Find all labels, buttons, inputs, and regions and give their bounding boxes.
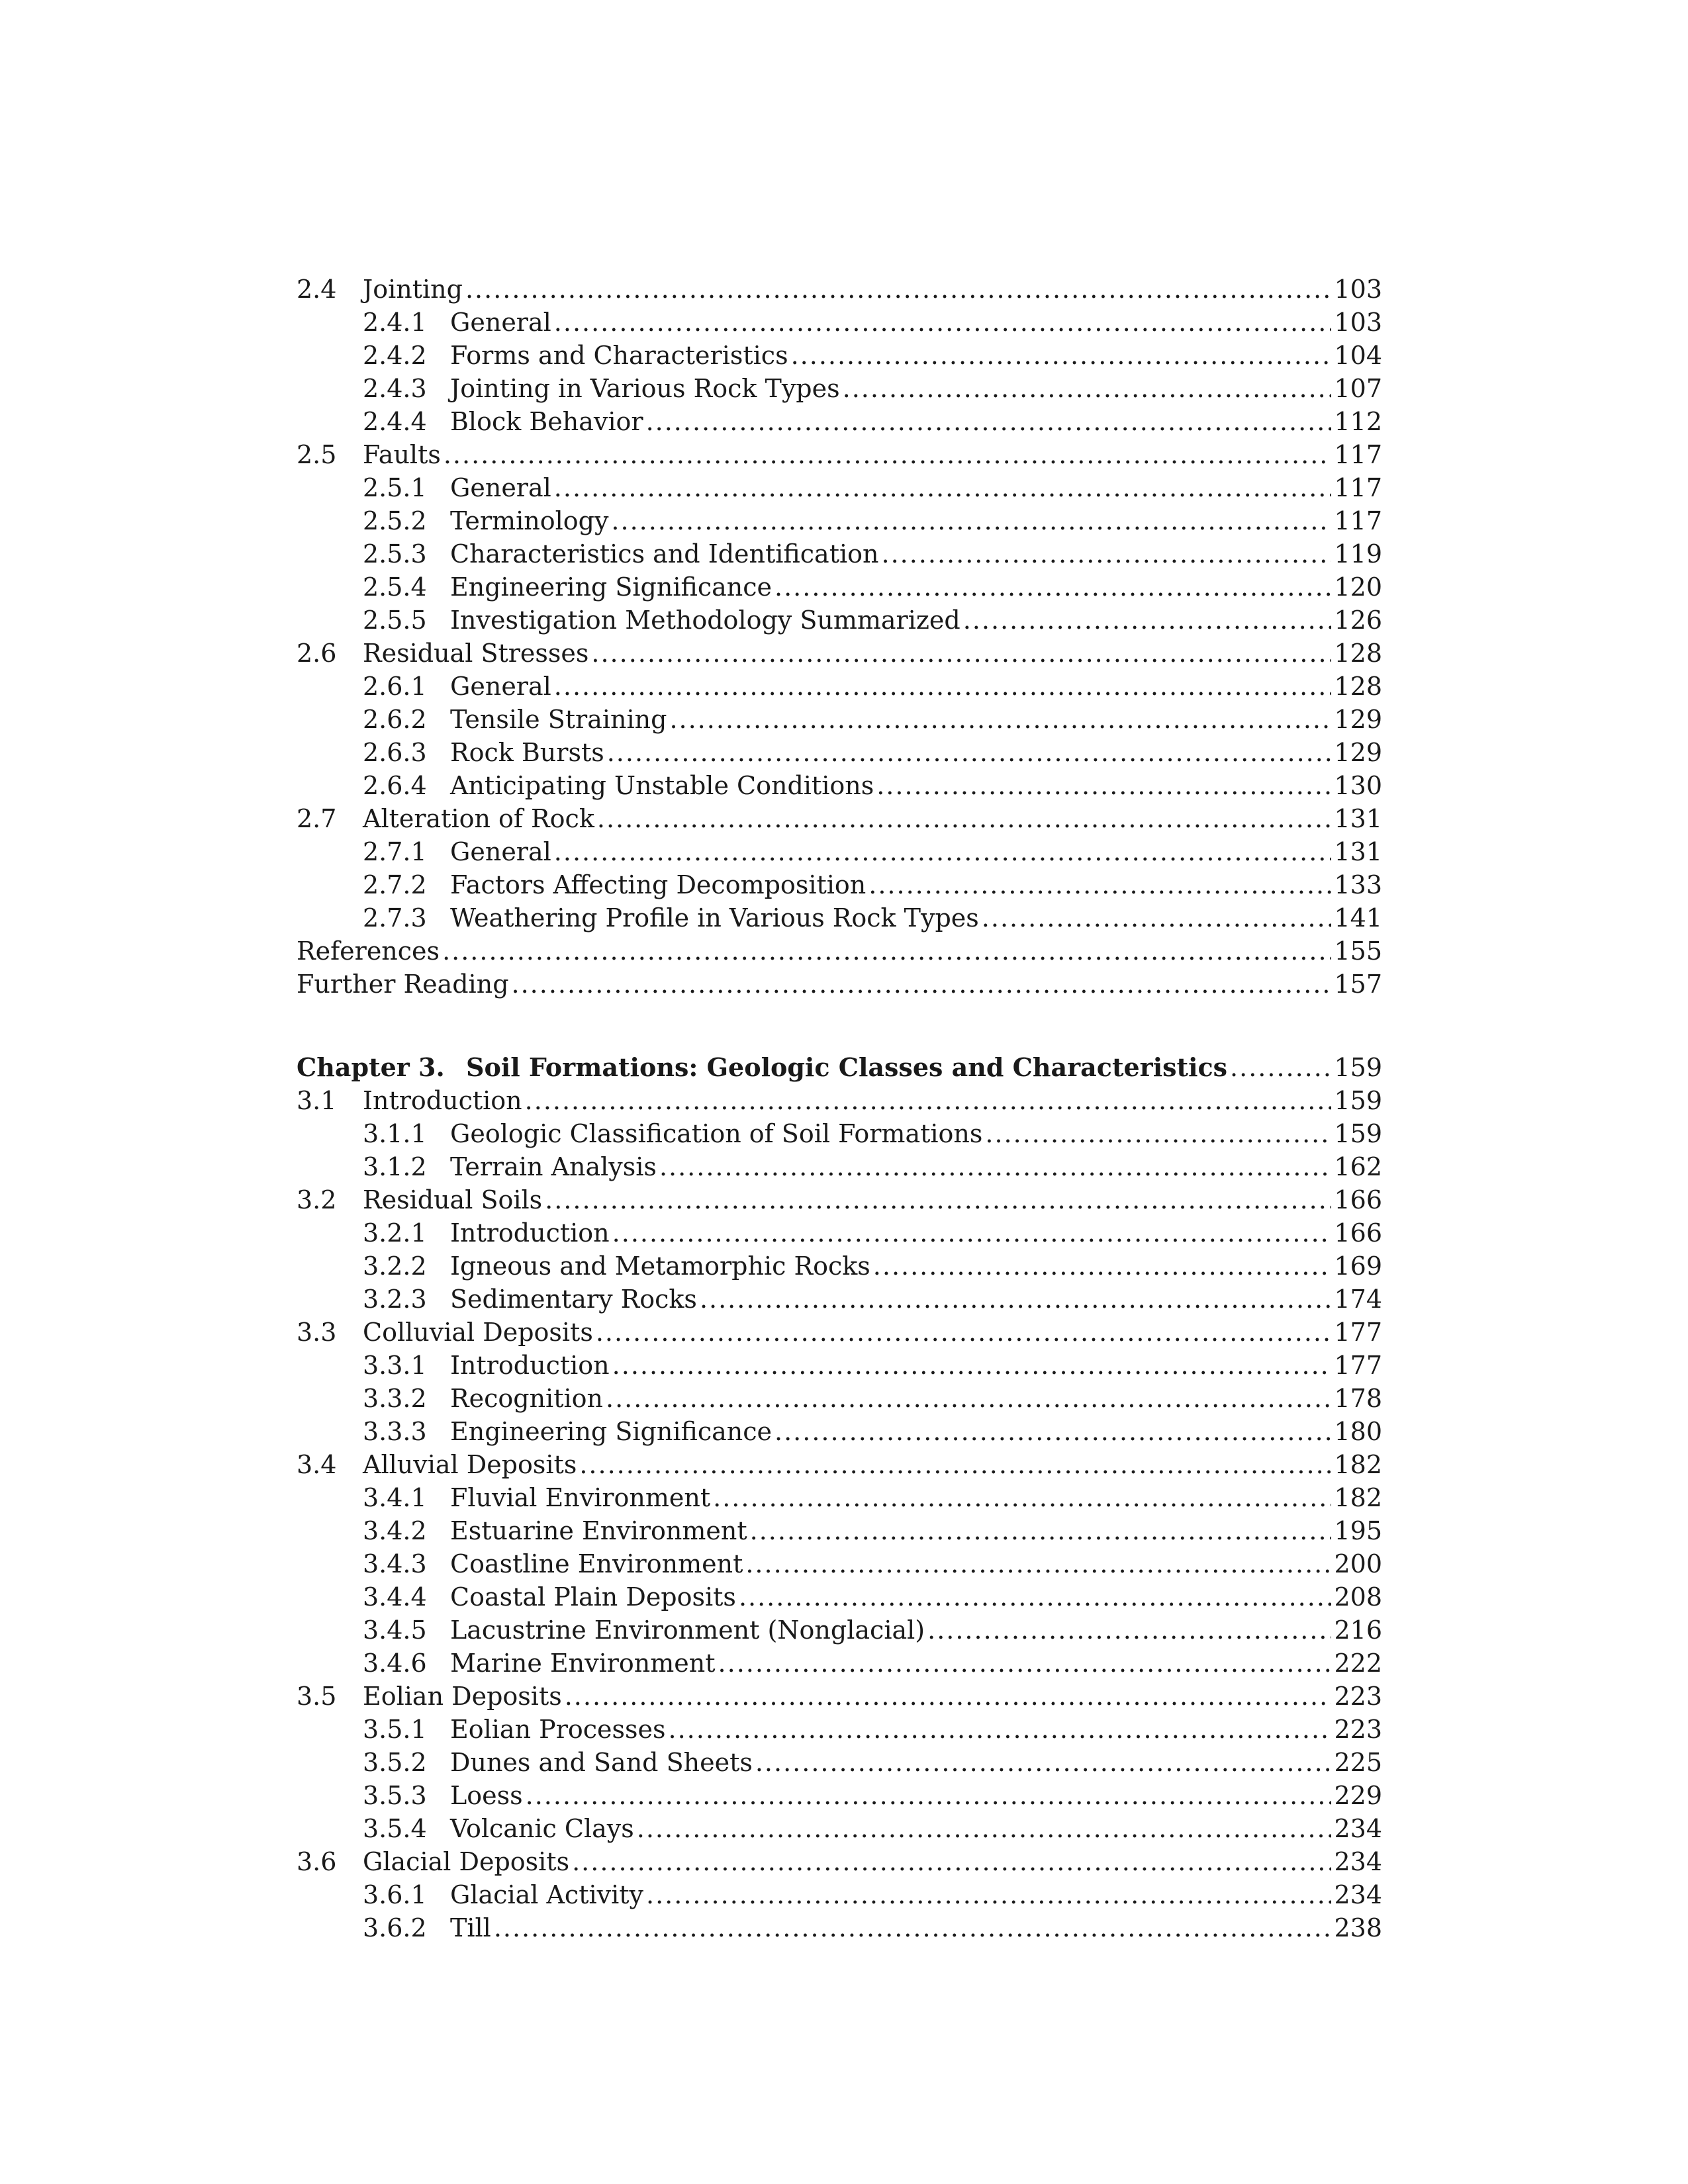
entry-page-number: 128: [1334, 672, 1382, 701]
toc-subsection-entry[interactable]: [297, 1216, 1382, 1250]
leader-dots: [591, 637, 1331, 670]
entry-page-number: 200: [1334, 1549, 1382, 1578]
entry-title: Igneous and Metamorphic Rocks: [450, 1251, 870, 1281]
entry-number: 3.1.2: [363, 1152, 427, 1181]
toc-section-entry[interactable]: [297, 1448, 1382, 1481]
leader-dots: [637, 1812, 1332, 1845]
entry-page-number: 126: [1334, 606, 1382, 635]
entry-title: Coastal Plain Deposits: [450, 1582, 736, 1612]
entry-number: 2.6.4: [363, 771, 427, 800]
entry-number: 3.5: [297, 1682, 337, 1711]
entry-title: Anticipating Unstable Conditions: [450, 771, 874, 800]
leader-dots: [611, 504, 1331, 537]
leader-dots: [868, 868, 1331, 901]
leader-dots: [442, 934, 1331, 968]
entry-number: 3.5.4: [363, 1814, 427, 1843]
leader-dots: [545, 1183, 1331, 1216]
toc-section-entry[interactable]: [297, 802, 1382, 835]
entry-page-number: 180: [1334, 1417, 1382, 1446]
entry-title: Marine Environment: [450, 1649, 716, 1678]
entry-title: Weathering Profile in Various Rock Types: [450, 903, 979, 933]
entry-number: 3.6: [297, 1847, 337, 1876]
entry-title: Eolian Deposits: [363, 1682, 562, 1711]
table-of-contents: [297, 273, 1382, 1944]
entry-title: Glacial Activity: [450, 1880, 643, 1909]
entry-page-number: 178: [1334, 1384, 1382, 1413]
entry-page-number: 159: [1334, 1086, 1382, 1115]
entry-title: Further Reading: [297, 970, 509, 999]
leader-dots: [927, 1614, 1331, 1647]
entry-number: 2.7.3: [363, 903, 427, 933]
leader-dots: [526, 1779, 1332, 1812]
entry-title: Investigation Methodology Summarized: [450, 606, 961, 635]
toc-section-entry[interactable]: [297, 1680, 1382, 1713]
leader-dots: [465, 273, 1332, 306]
entry-number: 3.4.6: [363, 1649, 427, 1678]
entry-title: Fluvial Environment: [450, 1483, 711, 1512]
toc-subsection-entry[interactable]: [297, 306, 1382, 339]
leader-dots: [554, 306, 1332, 339]
entry-title: Tensile Straining: [450, 705, 667, 734]
entry-title: Rock Bursts: [450, 738, 604, 767]
entry-page-number: 120: [1334, 572, 1382, 602]
toc-subsection-entry[interactable]: [297, 1514, 1382, 1547]
toc-backmatter-entry[interactable]: [297, 934, 1382, 968]
entry-number: 3.3.1: [363, 1351, 427, 1380]
entry-title: Jointing: [363, 275, 463, 304]
toc-subsection-entry[interactable]: [297, 1647, 1382, 1680]
entry-title: Introduction: [450, 1351, 610, 1380]
entry-page-number: 104: [1334, 341, 1382, 370]
entry-number: 3.4.4: [363, 1582, 427, 1612]
entry-page-number: 177: [1334, 1318, 1382, 1347]
toc-section-entry[interactable]: [297, 273, 1382, 306]
entry-title: Estuarine Environment: [450, 1516, 747, 1545]
entry-page-number: 166: [1334, 1185, 1382, 1214]
entry-number: 3.6.1: [363, 1880, 427, 1909]
entry-number: 3.5.2: [363, 1748, 427, 1777]
entry-page-number: 119: [1334, 539, 1382, 569]
toc-backmatter-entry[interactable]: [297, 968, 1382, 1001]
entry-number: 3.6.2: [363, 1913, 427, 1942]
entry-number: 2.6.3: [363, 738, 427, 767]
toc-subsection-entry[interactable]: [297, 835, 1382, 868]
entry-number: 2.4: [297, 275, 337, 304]
toc-subsection-entry[interactable]: [297, 703, 1382, 736]
toc-subsection-entry[interactable]: [297, 537, 1382, 570]
leader-dots: [963, 604, 1332, 637]
entry-page-number: 223: [1334, 1682, 1382, 1711]
entry-page-number: 222: [1334, 1649, 1382, 1678]
toc-subsection-entry[interactable]: [297, 1580, 1382, 1614]
entry-title: General: [450, 672, 551, 701]
entry-title: Loess: [450, 1781, 523, 1810]
entry-number: 3.1.1: [363, 1119, 427, 1148]
entry-page-number: 182: [1334, 1450, 1382, 1479]
entry-page-number: 103: [1334, 275, 1382, 304]
leader-dots: [1230, 1051, 1331, 1084]
entry-title: Coastline Environment: [450, 1549, 743, 1578]
entry-number: 3.4.2: [363, 1516, 427, 1545]
entry-page-number: 117: [1334, 506, 1382, 535]
entry-number: 2.5.1: [363, 473, 427, 502]
entry-number: 3.5.3: [363, 1781, 427, 1810]
leader-dots: [843, 372, 1332, 405]
leader-dots: [606, 1382, 1331, 1415]
toc-section-entry[interactable]: [297, 637, 1382, 670]
entry-page-number: 117: [1334, 440, 1382, 469]
toc-subsection-entry[interactable]: [297, 1382, 1382, 1415]
leader-dots: [669, 1713, 1332, 1746]
entry-number: 3.2.2: [363, 1251, 427, 1281]
toc-subsection-entry[interactable]: [297, 1746, 1382, 1779]
leader-dots: [512, 968, 1332, 1001]
toc-subsection-entry[interactable]: [297, 1614, 1382, 1647]
chapter-title: Soil Formations: Geologic Classes and Characteristics: [466, 1052, 1228, 1082]
entry-number: 2.6.1: [363, 672, 427, 701]
entry-page-number: 169: [1334, 1251, 1382, 1281]
toc-section-entry[interactable]: [297, 1845, 1382, 1878]
entry-title: Volcanic Clays: [450, 1814, 634, 1843]
entry-page-number: 223: [1334, 1715, 1382, 1744]
entry-page-number: 177: [1334, 1351, 1382, 1380]
entry-title: General: [450, 473, 551, 502]
toc-subsection-entry[interactable]: [297, 736, 1382, 769]
leader-dots: [774, 570, 1331, 604]
toc-subsection-entry[interactable]: [297, 471, 1382, 504]
entry-number: 2.7.2: [363, 870, 427, 899]
leader-dots: [565, 1680, 1332, 1713]
leader-dots: [982, 901, 1332, 934]
entry-page-number: 129: [1334, 738, 1382, 767]
entry-page-number: 174: [1334, 1285, 1382, 1314]
entry-title: Engineering Significance: [450, 1417, 773, 1446]
toc-subsection-entry[interactable]: [297, 1117, 1382, 1150]
leader-dots: [750, 1514, 1332, 1547]
toc-subsection-entry[interactable]: [297, 604, 1382, 637]
entry-page-number: 141: [1334, 903, 1382, 933]
entry-page-number: 195: [1334, 1516, 1382, 1545]
toc-subsection-entry[interactable]: [297, 769, 1382, 802]
entry-title: Glacial Deposits: [363, 1847, 570, 1876]
leader-dots: [554, 835, 1332, 868]
toc-section-entry[interactable]: [297, 438, 1382, 471]
entry-title: Alteration of Rock: [363, 804, 594, 833]
entry-number: 2.4.3: [363, 374, 427, 403]
entry-page-number: 130: [1334, 771, 1382, 800]
leader-dots: [525, 1084, 1332, 1117]
entry-number: 2.7.1: [363, 837, 427, 866]
toc-section-entry[interactable]: [297, 1316, 1382, 1349]
entry-page-number: 131: [1334, 837, 1382, 866]
entry-number: 3.2.3: [363, 1285, 427, 1314]
leader-dots: [718, 1647, 1332, 1680]
leader-dots: [876, 769, 1331, 802]
leader-dots: [554, 471, 1332, 504]
entry-page-number: 155: [1334, 936, 1382, 966]
entry-number: 3.3: [297, 1318, 337, 1347]
entry-page-number: 112: [1334, 407, 1382, 436]
leader-dots: [745, 1547, 1331, 1580]
toc-subsection-entry[interactable]: [297, 1547, 1382, 1580]
leader-dots: [985, 1117, 1331, 1150]
leader-dots: [572, 1845, 1331, 1878]
entry-number: 2.7: [297, 804, 337, 833]
entry-number: 2.5.2: [363, 506, 427, 535]
entry-number: 3.3.3: [363, 1417, 427, 1446]
leader-dots: [646, 405, 1332, 438]
entry-title: Block Behavior: [450, 407, 643, 436]
entry-page-number: 157: [1334, 970, 1382, 999]
entry-title: Forms and Characteristics: [450, 341, 788, 370]
entry-title: Colluvial Deposits: [363, 1318, 593, 1347]
entry-page-number: 225: [1334, 1748, 1382, 1777]
toc-subsection-entry[interactable]: [297, 1779, 1382, 1812]
toc-subsection-entry[interactable]: [297, 1812, 1382, 1845]
leader-dots: [612, 1216, 1332, 1250]
leader-dots: [659, 1150, 1332, 1183]
entry-number: 2.5: [297, 440, 337, 469]
entry-title: Recognition: [450, 1384, 603, 1413]
leader-dots: [755, 1746, 1332, 1779]
entry-title: Engineering Significance: [450, 572, 773, 602]
entry-title: Residual Stresses: [363, 639, 589, 668]
toc-subsection-entry[interactable]: [297, 1349, 1382, 1382]
entry-page-number: 234: [1334, 1847, 1382, 1876]
leader-dots: [444, 438, 1332, 471]
toc-subsection-entry[interactable]: [297, 405, 1382, 438]
leader-dots: [554, 670, 1332, 703]
toc-subsection-entry[interactable]: [297, 1250, 1382, 1283]
chapter-page-number: 159: [1334, 1053, 1382, 1082]
toc-section-entry[interactable]: [297, 1183, 1382, 1216]
entry-title: References: [297, 936, 440, 966]
entry-title: Eolian Processes: [450, 1715, 666, 1744]
entry-title: Dunes and Sand Sheets: [450, 1748, 753, 1777]
toc-subsection-entry[interactable]: [297, 868, 1382, 901]
chapter-gap: [297, 1001, 1382, 1051]
entry-page-number: 166: [1334, 1218, 1382, 1248]
entry-title: Terrain Analysis: [450, 1152, 657, 1181]
entry-page-number: 234: [1334, 1814, 1382, 1843]
entry-page-number: 128: [1334, 639, 1382, 668]
entry-title: Factors Affecting Decomposition: [450, 870, 867, 899]
entry-title: Sedimentary Rocks: [450, 1285, 697, 1314]
toc-subsection-entry[interactable]: [297, 1150, 1382, 1183]
entry-page-number: 208: [1334, 1582, 1382, 1612]
toc-subsection-entry[interactable]: [297, 1878, 1382, 1911]
entry-page-number: 129: [1334, 705, 1382, 734]
entry-title: General: [450, 837, 551, 866]
leader-dots: [607, 736, 1332, 769]
leader-dots: [713, 1481, 1331, 1514]
toc-subsection-entry[interactable]: [297, 1415, 1382, 1448]
entry-number: 2.6.2: [363, 705, 427, 734]
entry-page-number: 131: [1334, 804, 1382, 833]
leader-dots: [579, 1448, 1331, 1481]
entry-title: Geologic Classification of Soil Formations: [450, 1119, 983, 1148]
leader-dots: [494, 1911, 1332, 1944]
entry-page-number: 107: [1334, 374, 1382, 403]
chapter-label: Chapter 3.: [297, 1052, 445, 1082]
leader-dots: [774, 1415, 1331, 1448]
entry-number: 2.5.5: [363, 606, 427, 635]
leader-dots: [646, 1878, 1331, 1911]
leader-dots: [596, 1316, 1332, 1349]
entry-page-number: 182: [1334, 1483, 1382, 1512]
entry-number: 3.2: [297, 1185, 337, 1214]
leader-dots: [791, 339, 1332, 372]
entry-title: Jointing in Various Rock Types: [450, 374, 840, 403]
entry-title: Residual Soils: [363, 1185, 543, 1214]
entry-number: 2.4.1: [363, 308, 427, 337]
entry-number: 2.5.3: [363, 539, 427, 569]
leader-dots: [669, 703, 1331, 736]
toc-subsection-entry[interactable]: [297, 901, 1382, 934]
entry-page-number: 216: [1334, 1615, 1382, 1645]
entry-page-number: 103: [1334, 308, 1382, 337]
leader-dots: [612, 1349, 1332, 1382]
leader-dots: [700, 1283, 1332, 1316]
toc-subsection-entry[interactable]: [297, 570, 1382, 604]
toc-subsection-entry[interactable]: [297, 1283, 1382, 1316]
entry-title: Introduction: [450, 1218, 610, 1248]
toc-subsection-entry[interactable]: [297, 1481, 1382, 1514]
entry-number: 3.2.1: [363, 1218, 427, 1248]
entry-number: 3.4: [297, 1450, 337, 1479]
entry-number: 3.3.2: [363, 1384, 427, 1413]
toc-subsection-entry[interactable]: [297, 1911, 1382, 1944]
entry-number: 3.5.1: [363, 1715, 427, 1744]
entry-title: Terminology: [450, 506, 609, 535]
entry-page-number: 159: [1334, 1119, 1382, 1148]
entry-page-number: 238: [1334, 1913, 1382, 1942]
entry-title: Faults: [363, 440, 441, 469]
toc-group-chapter-2: [297, 273, 1382, 1001]
entry-number: 3.4.3: [363, 1549, 427, 1578]
leader-dots: [739, 1580, 1332, 1614]
toc-subsection-entry[interactable]: [297, 339, 1382, 372]
entry-title: Introduction: [363, 1086, 522, 1115]
entry-number: 2.6: [297, 639, 337, 668]
toc-subsection-entry[interactable]: [297, 504, 1382, 537]
toc-subsection-entry[interactable]: [297, 1713, 1382, 1746]
entry-number: 3.4.5: [363, 1615, 427, 1645]
entry-title: Lacustrine Environment (Nonglacial): [450, 1615, 925, 1645]
entry-number: 3.4.1: [363, 1483, 427, 1512]
entry-page-number: 229: [1334, 1781, 1382, 1810]
toc-subsection-entry[interactable]: [297, 372, 1382, 405]
leader-dots: [597, 802, 1332, 835]
entry-title: General: [450, 308, 551, 337]
entry-page-number: 234: [1334, 1880, 1382, 1909]
toc-subsection-entry[interactable]: [297, 670, 1382, 703]
entry-title: Alluvial Deposits: [363, 1450, 577, 1479]
toc-section-entry[interactable]: [297, 1084, 1382, 1117]
entry-title: Till: [450, 1913, 491, 1942]
leader-dots: [873, 1250, 1332, 1283]
entry-page-number: 133: [1334, 870, 1382, 899]
entry-page-number: 117: [1334, 473, 1382, 502]
entry-number: 2.5.4: [363, 572, 427, 602]
entry-number: 2.4.2: [363, 341, 427, 370]
entry-title: Characteristics and Identification: [450, 539, 879, 569]
entry-number: 2.4.4: [363, 407, 427, 436]
leader-dots: [881, 537, 1331, 570]
entry-number: 3.1: [297, 1086, 337, 1115]
toc-chapter-heading[interactable]: [297, 1051, 1382, 1084]
entry-page-number: 162: [1334, 1152, 1382, 1181]
toc-group-chapter-3: [297, 1084, 1382, 1944]
